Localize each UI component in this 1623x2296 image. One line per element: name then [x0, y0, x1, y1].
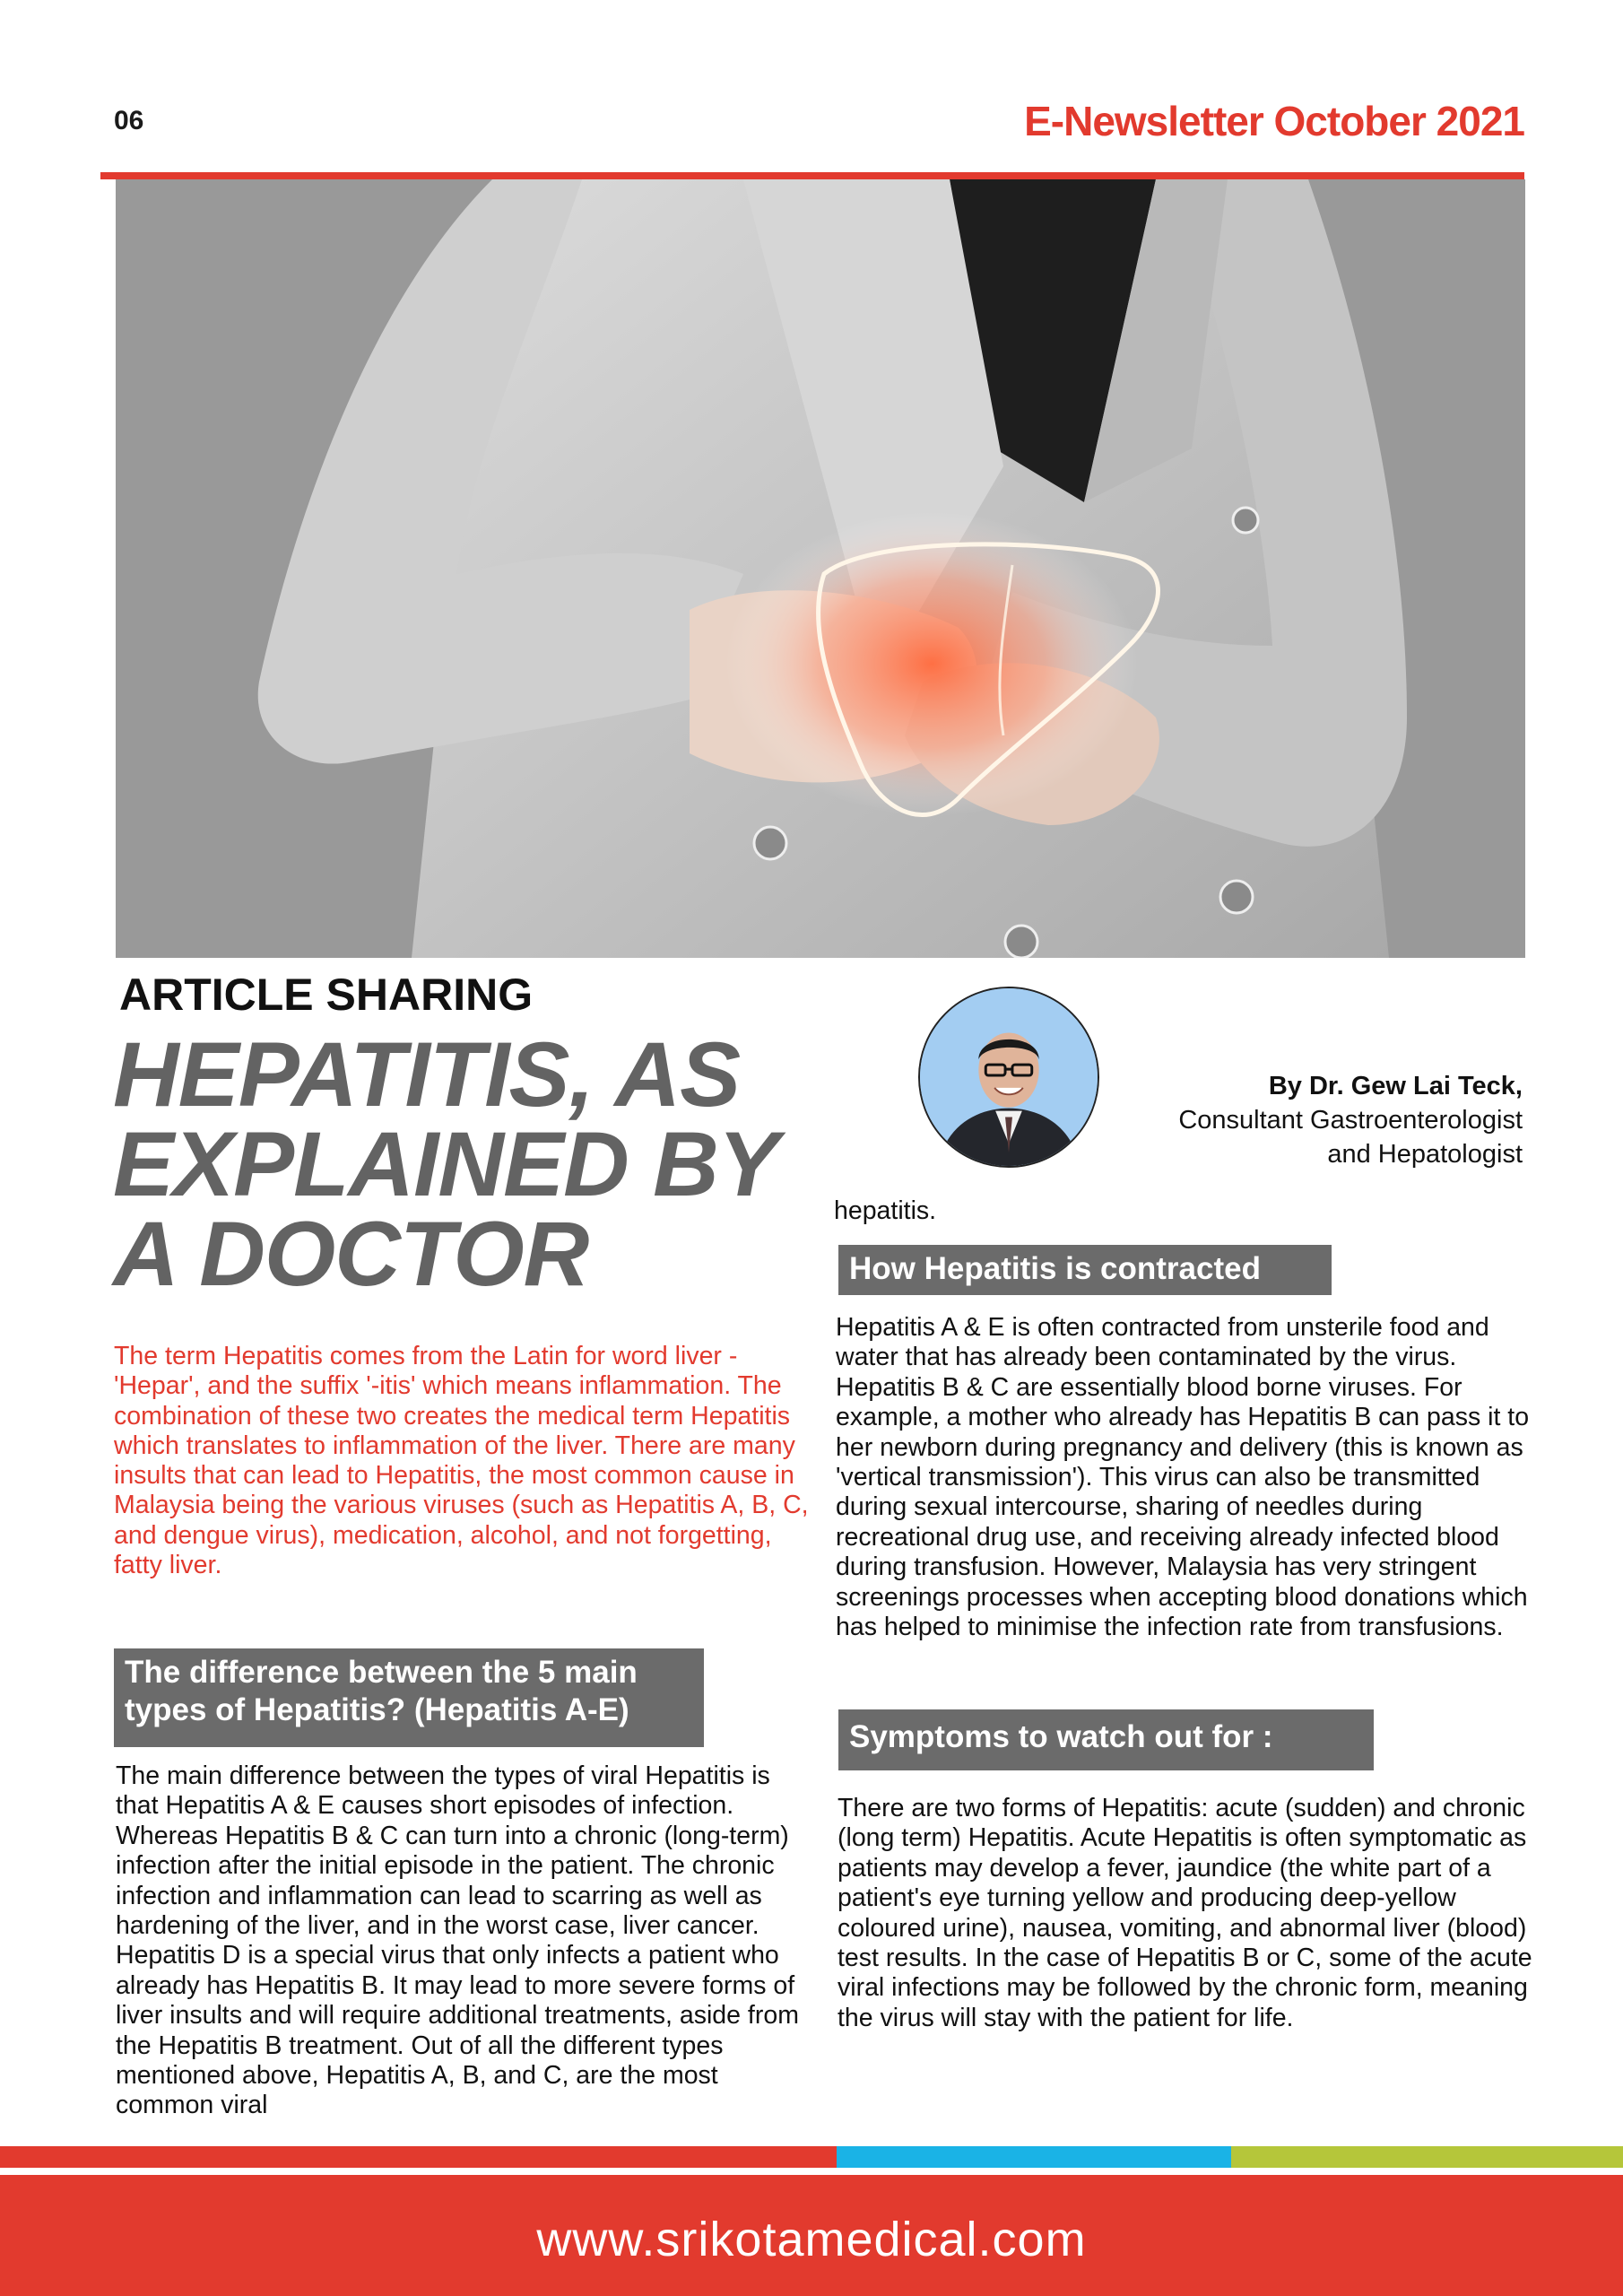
section-body-contracted: Hepatitis A & E is often contracted from unsterile food and water that has already been contaminated by the virus. Hepatitis B & C are essentially blood borne viruses. For example, a mother who already has Hepatitis B can pass it to her newborn during pregnancy and delivery (this is known as 'vertical transmission'). This virus can also be transmitted during sexual intercourse, sharing of needles during recreational drug use, and receiving already infected blood during transfusion. However, Malaysia has very stringent screenings processes when accepting blood donations which has helped to minimise the infection rate from transfusions.	[836, 1313, 1530, 1642]
section-body-types: The main difference between the types of viral Hepatitis is that Hepatitis A & E causes short episodes of infection. Whereas Hepatitis B & C can turn into a chronic (long-term) infection after the initial episode in the patient. The chronic infection and inflammation can lead to scarring as well as hardening of the liver, and in the worst case, liver cancer. Hepatitis D is a special virus that only infects a patient who already has Hepatitis B. It may lead to more severe forms of liver insults and will require additional treatments, aside from the Hepatitis B treatment. Out of all the different types mentioned above, Hepatitis A, B, and C, are the most common viral	[116, 1761, 799, 2120]
author-byline	[1178, 1069, 1523, 1171]
header-divider	[100, 172, 1524, 179]
section-heading-symptoms: Symptoms to watch out for :	[838, 1709, 1374, 1770]
author-title: and Hepatologist	[1327, 1140, 1523, 1169]
headline-line: HEPATITIS, AS	[113, 1023, 741, 1126]
section-kicker: ARTICLE SHARING	[119, 970, 534, 1020]
section-heading-types	[114, 1648, 704, 1747]
footer-stripe-blue	[837, 2146, 1231, 2168]
footer-website-link[interactable]: www.srikotamedical.com	[536, 2213, 1087, 2266]
section-heading-contracted: How Hepatitis is contracted	[838, 1245, 1332, 1295]
footer-stripe-green	[1231, 2146, 1623, 2168]
section-body-symptoms: There are two forms of Hepatitis: acute (sudden) and chronic (long term) Hepatitis. Acute Hepatitis is often symptomatic as patients may develop a fever, jaundice (the white part of a patient's eye turning yellow and producing deep-yellow coloured urine), nausea, vomiting, and abnormal liver (blood) test results. In the case of Hepatitis B or C, some of the acute viral infections may be followed by the chronic form, meaning the virus will stay with the patient for life.	[838, 1794, 1532, 2032]
author-avatar	[918, 987, 1099, 1168]
intro-paragraph: The term Hepatitis comes from the Latin for word liver - 'Hepar', and the suffix '-itis' which means inflammation. The combination of these two creates the medical term Hepatitis which translates to inflammation of the liver. There are many insults that can lead to Hepatitis, the most common cause in Malaysia being the various viruses (such as Hepatitis A, B, C, and dengue virus), medication, alcohol, and not forgetting, fatty liver.	[114, 1342, 809, 1580]
woman-liver-pain-image	[116, 179, 1525, 958]
headline-line: A DOCTOR	[113, 1203, 589, 1305]
section-heading-line: types of Hepatitis? (Hepatitis A-E)	[125, 1692, 629, 1727]
author-title: Consultant Gastroenterologist	[1178, 1106, 1523, 1135]
section-heading-line: The difference between the 5 main	[125, 1655, 638, 1690]
column-continuation: hepatitis.	[834, 1196, 937, 1225]
page-number: 06	[114, 106, 144, 135]
author-name: By Dr. Gew Lai Teck,	[1268, 1072, 1523, 1100]
article-headline	[113, 1023, 848, 1305]
newsletter-title: E-Newsletter October 2021	[1024, 98, 1524, 144]
footer-stripe-red	[0, 2146, 837, 2168]
headline-line: EXPLAINED BY	[113, 1113, 778, 1215]
